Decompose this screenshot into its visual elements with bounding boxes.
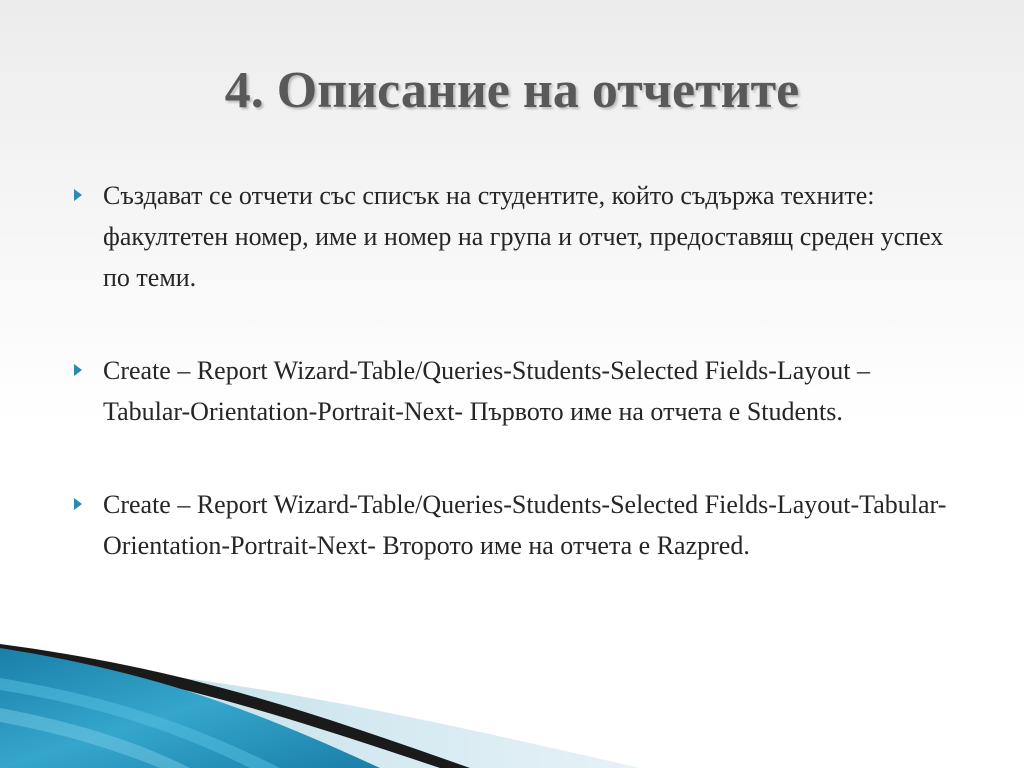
bullet-item-1 [74,175,954,298]
bullet-text-2: Create – Report Wizard-Table/Queries-Students-Selected Fields-Layout –Tabular-Orientation-Portrait-Next- Първото име на отчета е Students. [103,356,871,426]
triangle-bullet-icon [74,364,82,376]
triangle-bullet-icon [74,189,82,201]
decorative-bottom-wave [0,638,1024,768]
slide-title: 4. Описание на отчетите [224,62,800,119]
bullet-text-1: Създават се отчети със списък на студентите, който съдържа техните: факултетен номер, име и номер на група и отчет, предоставящ среден успех по теми. [103,181,944,292]
bullet-item-3 [74,484,954,566]
bullet-list [74,175,954,566]
triangle-bullet-icon [74,498,82,510]
bullet-item-2 [74,350,954,432]
bullet-text-3: Create – Report Wizard-Table/Queries-Students-Selected Fields-Layout-Tabular-Orientation-Portrait-Next- Второто име на отчета е Razpred. [103,490,947,560]
